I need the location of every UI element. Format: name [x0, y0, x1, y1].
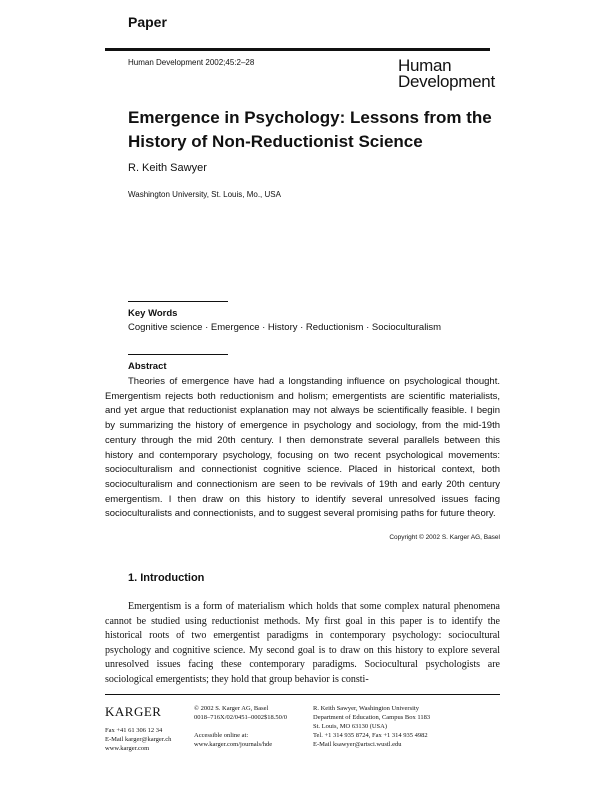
keywords-heading: Key Words: [128, 308, 178, 319]
introduction-text: Emergentism is a form of materialism which holds that some complex natural phenomena cannot be studied using reductionist methods. My first goal in this paper is to identify the historical roots of two emergentist paradigms in contemporary psychology: sociocultural psychology and cognitive science. My second goal is to draw on this history to explore several unresolved issues facing these contemporary paradigms. Sociocultural psychologists are sociological emergentists; they hold that group behavior is consti-: [105, 601, 500, 685]
contact-city: St. Louis, MO 63130 (USA): [313, 723, 388, 730]
journal-citation: Human Development 2002;45:2–28: [128, 58, 255, 67]
author-affiliation: Washington University, St. Louis, Mo., USA: [128, 190, 281, 199]
journal-logo-line1: Human: [398, 56, 452, 75]
contact-email: E-Mail ksawyer@artsci.wustl.edu: [313, 741, 402, 748]
article-title: Emergence in Psychology: Lessons from the History of Non-Reductionist Science: [128, 108, 492, 151]
publisher-web: www.karger.com: [105, 745, 150, 752]
footer-rule: [105, 694, 500, 695]
author-contact: [313, 704, 430, 749]
publisher-email: E-Mail karger@karger.ch: [105, 736, 172, 743]
copyright-notice: Copyright © 2002 S. Karger AG, Basel: [389, 534, 500, 541]
online-label: Accessible online at:: [194, 732, 249, 739]
journal-logo-line2: Development: [398, 72, 495, 91]
journal-logo: [398, 58, 495, 90]
publisher-info: [194, 704, 287, 749]
online-url: www.karger.com/journals/hde: [194, 741, 273, 748]
author-name: R. Keith Sawyer: [128, 162, 207, 174]
footer-copyright: © 2002 S. Karger AG, Basel: [194, 705, 269, 712]
abstract-rule: [128, 354, 228, 355]
keywords-list: Cognitive science · Emergence · History · Reductionism · Socioculturalism: [128, 322, 442, 333]
keywords-rule: [128, 301, 228, 302]
publisher-fax: Fax +41 61 306 12 34: [105, 727, 163, 734]
footer-issn: 0018–716X/02/0451–0002$18.50/0: [194, 714, 287, 721]
contact-tel: Tel. +1 314 935 8724, Fax +1 314 935 4982: [313, 732, 428, 739]
publisher-contact: [105, 726, 171, 753]
top-rule: [105, 48, 490, 51]
contact-dept: Department of Education, Campus Box 1183: [313, 714, 431, 721]
introduction-heading: 1. Introduction: [128, 572, 205, 584]
abstract-text: Theories of emergence have had a longstanding influence on psychological thought. Emergentism rejects both reductionism and holism; emergentists are scientific materialists, and yet argue that reductionist explanation may not always be scientifically feasible. I begin by summarizing the history of emergence in psychology and sociology, from the mid-19th century through the mid 20th century. I then demonstrate several parallels between this history and contemporary psychology, focusing on two recent psychological movements: socioculturalism and connectionist cognitive science. Placed in historical context, both socioculturalism and connectionism are seen to be revivals of 19th and early 20th century emergentism. I then draw on this history to identify several unresolved issues facing socioculturalists and connectionists, and to suggest several promising paths for future theory.: [105, 376, 500, 520]
section-label: Paper: [128, 14, 167, 30]
publisher-logo: KARGER: [105, 704, 162, 719]
abstract-heading: Abstract: [128, 361, 167, 372]
contact-name: R. Keith Sawyer, Washington University: [313, 705, 419, 712]
